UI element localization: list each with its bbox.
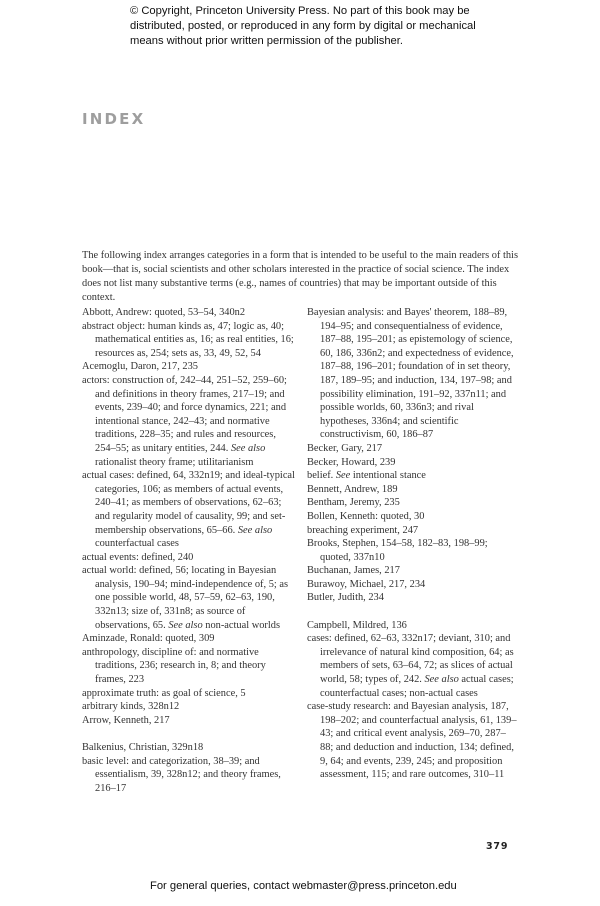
index-entry: abstract object: human kinds as, 47; logic as, 40; mathematical entities as, 16; as real entities, 16; resources as, 254; sets as, 33, 49, 52, 54 bbox=[82, 320, 294, 359]
index-entry: Bayesian analysis: and Bayes' theorem, 188–89, 194–95; and consequentialness of evidence, 187–88, 195–201; as epistemology of science, 60, 186, 336n2; and expectedness of evidence, 187–88, 196–201; foundation of in set theory, 187, 189–95; and induction, 134, 197–98; and possibility elimination, 191–92, 337n11; and possible worlds, 60, 336n3; and rival hypotheses, 336n4; and scientific constructivism, 60, 186–87 bbox=[307, 307, 514, 441]
index-entry: arbitrary kinds, 328n12 bbox=[82, 701, 180, 713]
index-entry: Acemoglu, Daron, 217, 235 bbox=[82, 361, 199, 373]
index-entry: Butler, Judith, 234 bbox=[307, 592, 384, 604]
see-also-reference: See also bbox=[230, 442, 266, 454]
index-entry: breaching experiment, 247 bbox=[307, 524, 419, 536]
index-entry: Brooks, Stephen, 154–58, 182–83, 198–99; quoted, 337n10 bbox=[307, 538, 488, 563]
index-column-left bbox=[82, 306, 297, 795]
index-entry: Becker, Gary, 217 bbox=[307, 442, 383, 454]
index-entry: Campbell, Mildred, 136 bbox=[307, 619, 407, 631]
see-also-reference: See bbox=[335, 470, 351, 482]
copyright-line: means without prior written permission of the publisher. bbox=[130, 35, 403, 47]
index-entry: basic level: and categorization, 38–39; and essentialism, 39, 328n12; and theory frames, 216–17 bbox=[82, 755, 281, 794]
letter-group-gap bbox=[82, 727, 297, 741]
index-entry: Balkenius, Christian, 329n18 bbox=[82, 742, 204, 753]
footer-contact: For general queries, contact webmaster@press.princeton.edu bbox=[150, 880, 457, 892]
index-entry: Abbott, Andrew: quoted, 53–54, 340n2 bbox=[82, 307, 246, 318]
index-entry: actual events: defined, 240 bbox=[82, 551, 194, 563]
page-number: 379 bbox=[486, 841, 509, 852]
index-entry: approximate truth: as goal of science, 5 bbox=[82, 687, 246, 699]
index-entry: Aminzade, Ronald: quoted, 309 bbox=[82, 633, 215, 645]
index-entry: case-study research: and Bayesian analysis, 187, 198–202; and counterfactual analysis, 61, 139–43; and critical event analysis, 269–70, 287–88; and deduction and induction, 134; defined, 9, 64; and events, 239, 245; and proposition assessment, 115; and rare outcomes, 310–11 bbox=[307, 701, 517, 781]
index-entry: Bennett, Andrew, 189 bbox=[307, 483, 398, 495]
index-column-right bbox=[307, 306, 519, 782]
see-also-reference: See also bbox=[168, 619, 203, 631]
index-entry: cases: defined, 62–63, 332n17; deviant, 310; and irrelevance of natural kind composition, 64; as members of sets, 63–64, 72; as slices of actual world, 58; types of, 242. See also actual cases; counterfactual cases; non-actual cases bbox=[307, 633, 514, 699]
see-also-reference: See also bbox=[237, 524, 273, 536]
index-entry: Arrow, Kenneth, 217 bbox=[82, 714, 170, 726]
copyright-line: © Copyright, Princeton University Press. No part of this book may be bbox=[130, 5, 470, 17]
letter-group-gap bbox=[307, 605, 519, 619]
index-entry: Buchanan, James, 217 bbox=[307, 565, 400, 577]
index-entry: Burawoy, Michael, 217, 234 bbox=[307, 578, 426, 590]
index-entry: actual cases: defined, 64, 332n19; and ideal-typical categories, 106; as members of actual events, 240–41; as members of observations, 62–63; and regularity model of causality, 99; and set-membership observations, 65–66. See also counterfactual cases bbox=[82, 470, 295, 550]
index-entry: anthropology, discipline of: and normative traditions, 236; research in, 8; and theory frames, 223 bbox=[82, 646, 266, 686]
index-entry: actors: construction of, 242–44, 251–52, 259–60; and definitions in theory frames, 217–19; and events, 239–40; and force dynamics, 221; and intentional stance, 242–43; and normative traditions, 228–35; and rules and resources, 254–55; as unitary entities, 244. See also rationalist theory frame; utilitarianism bbox=[82, 374, 287, 468]
index-entry: Becker, Howard, 239 bbox=[307, 456, 396, 468]
copyright-notice bbox=[130, 4, 490, 49]
index-entry: actual world: defined, 56; locating in Bayesian analysis, 190–94; mind-independence of, 5; as one possible world, 48, 57–59, 62–63, 190, 332n13; size of, 331n8; as source of observations, 65. See also non-actual worlds bbox=[82, 565, 289, 631]
copyright-line: distributed, posted, or reproduced in any form by digital or mechanical bbox=[130, 20, 476, 32]
page-title: INDEX bbox=[82, 110, 146, 128]
intro-paragraph: The following index arranges categories in a form that is intended to be useful to the main readers of this book—that is, social scientists and other scholars interested in the practice of social science. The index does not list many substantive terms (e.g., names of countries) that may be important outside of this context. bbox=[82, 250, 518, 304]
index-entry: belief. See intentional stance bbox=[307, 470, 426, 482]
index-entry: Bollen, Kenneth: quoted, 30 bbox=[307, 510, 425, 522]
index-entry: Bentham, Jeremy, 235 bbox=[307, 497, 400, 509]
see-also-reference: See also bbox=[424, 674, 459, 686]
